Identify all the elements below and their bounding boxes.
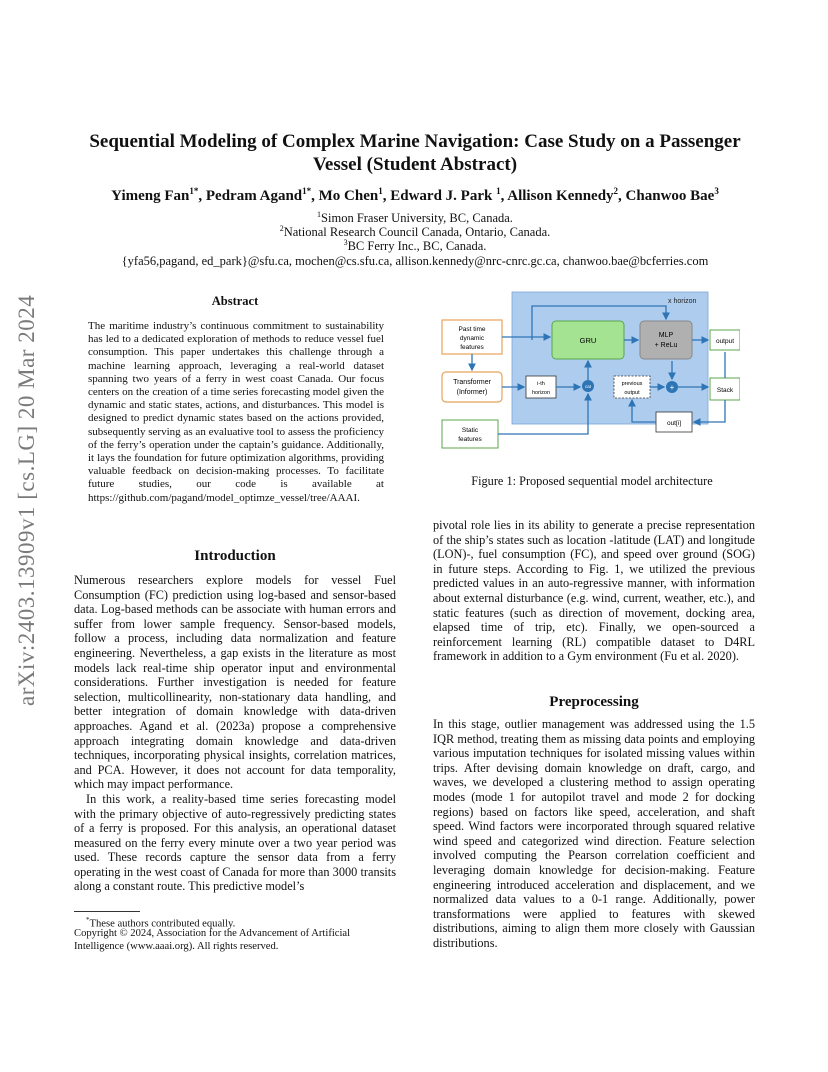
author-sup: 1 [378,186,383,196]
transformer-box [442,372,502,402]
x-horizon-label: x horizon [668,298,697,305]
static-label-2: features [458,436,482,443]
intro-paragraph-1: Numerous researchers explore models for vessel Fuel Consumption (FC) prediction using log-based and sensor-based data. Log-based methods can be associate with human errors and suffer from lower sample frequency. Sensor-based models, follow a process, including data normalization and feature engineering. Nevertheless, a gap exists in the literature as most models lack real-time ship operator input and environmental considerations. Further investigation is needed for feature selection, multicollinearity, non-stationary data handling, and better integration of domain knowledge with data-driven approaches. Agand et al. (2023a) propose a comprehensive approach integrating domain knowledge and data-driven techniques, incorporating physical insights, correlation matrices, and PCA. However, it does not account for data temporality, which may impact performance. [74,573,396,792]
gru-label: GRU [579,336,597,345]
arxiv-side-label: arXiv:2403.13909v1 [cs.LG] 20 Mar 2024 [14,294,39,706]
author-sup: 1* [189,186,199,196]
paper-title [70,130,760,176]
mlp-box [640,321,692,359]
transformer-label-2: (Informer) [456,389,488,396]
author-sup: 1* [302,186,312,196]
stack-label: Stack [716,387,734,394]
affiliation-text: BC Ferry Inc., BC, Canada. [347,239,487,254]
author-name: Chanwoo Bae [625,188,715,204]
right-column-continuation: pivotal role lies in its ability to generate a precise representation of the ship’s states such as location -latitude (LAT) and longitude (LON)-, fuel consumption (FC), and speed over ground (SOG) in future steps. According to Fig. 1, we utilized the previous predicted values in an auto-regressive manner, with information about external disturbance (e.g. wind, current, weather, etc.), and static features (such as direction of movement, docking area, elapsed time of trip, etc). Finally, we open-sourced a reinforcement learning (RL) compatible dataset to D4RL framework in addition to a Gym environment (Fu et al. 2020). [433,518,755,664]
affiliation-sup: 2 [279,224,284,233]
mlp-label-1: MLP [658,332,674,339]
author-name: Allison Kennedy [507,188,614,204]
author-name: Yimeng Fan [111,188,190,204]
preprocessing-heading: Preprocessing [549,694,639,710]
introduction-heading: Introduction [194,548,276,564]
past-time-label-2: dynamic [459,335,485,342]
past-time-label-1: Past time [458,326,486,333]
past-time-label-3: features [460,344,484,351]
ith-label-1: i-th [537,381,545,387]
title-line-2: Vessel (Student Abstract) [312,154,518,175]
introduction-body [74,573,396,894]
author-name: Mo Chen [318,188,379,204]
static-features-box [442,420,498,448]
plus-label: + [669,383,675,392]
author-sup: 1 [496,186,501,196]
ith-label-2: horizon [531,390,551,396]
out-i-label: out[i] [666,420,682,427]
architecture-figure [440,290,740,460]
author-sup: 2 [613,186,619,196]
static-label-1: Static [461,427,479,434]
preprocessing-body: In this stage, outlier management was addressed using the 1.5 IQR method, treating them as missing data points and employing various imputation techniques for isolated missing values within trips. After devising domain knowledge on draft, cargo, and waves, we developed a clustering method to assign operating modes (mode 1 for autopilot travel and mode 2 for docking regions) based on factors like speed, acceleration, and shaft speed. Wind factors were incorporated through squared relative wind speed and categorized wind direction. Feature selection involved computing the Pearson correlation coefficient and leveraging domain knowledge for decision-making. Feature engineering introduced acceleration and displacement, and we normalized data values to a 0-1 range. Additionally, power transformations were applied to features with skewed distributions, aiming to align them more closely with Gaussian distributions. [433,717,755,950]
affiliation-3 [70,238,760,254]
prev-label-1: previous [621,381,643,387]
author-list: Yimeng Fan$^{1*}$, Pedram Agand$^{1*}$, Mo Chen$^1$, Edward J. Park $^1$, Allison Kennedy$^2$, Chanwoo Bae$^3$ [111,186,719,204]
cat-label: cat [584,384,592,389]
footnote-text: These authors contributed equally. [89,918,236,930]
figure-caption: Figure 1: Proposed sequential model architecture [471,474,713,488]
footnote-mark: * [86,916,90,924]
intro-paragraph-2: In this work, a reality-based time series forecasting model with the primary objective of auto-regressively predicting states of a ferry is proposed. For this analysis, an operational dataset measured on the ferry every minute over a two year period was used. These records capture the sensor data from a ferry operating in the west coast of Canada for more than 3000 transits along a constant route. This predictive model’s [74,791,396,894]
footnote-divider [74,911,140,912]
author-name: Edward J. Park [390,188,493,204]
affiliation-text: Simon Fraser University, BC, Canada. [321,211,513,226]
abstract-body: The maritime industry’s continuous commitment to sustainability has led to a dedicated exploration of methods to reduce vessel fuel consumption. This paper undertakes this challenge through a machine learning approach, leveraging a real-world dataset spanning two years of a ferry in west coast Canada. Our focus centers on the creation of a time series forecasting model given the dynamic and static states, actions, and disturbances. This model is designed to predict dynamic states based on the actions provided, subsequently serving as an evaluative tool to assess the proficiency of the ferry’s operation under the captain’s guidance. Additionally, it lays the foundation for future optimization algorithms, providing valuable feedback on decision-making processes. To facilitate future studies, our code is available at https://github.com/pagand/model_optimze_vessel/tree/AAAI. [88,320,384,504]
author-name: Pedram Agand [205,188,303,204]
prev-label-2: output [624,390,640,396]
affiliation-sup: 3 [343,238,348,247]
affiliation-sup: 1 [317,210,322,219]
abstract-heading: Abstract [211,294,259,308]
transformer-label-1: Transformer [453,379,491,386]
output-label: output [715,338,735,345]
architecture-diagram [440,290,740,460]
affiliation-text: National Research Council Canada, Ontario, Canada. [283,225,551,240]
copyright-notice: Copyright © 2024, Association for the Advancement of Artificial Intelligence (www.aaai.org). All rights reserved. [74,928,351,952]
author-sup: 3 [714,186,719,196]
author-emails: {yfa56,pagand, ed_park}@sfu.ca, mochen@cs.sfu.ca, allison.kennedy@nrc-cnrc.gc.ca, chanwoo.bae@bcferries.com [121,254,709,268]
title-line-1: Sequential Modeling of Complex Marine Navigation: Case Study on a Passenger [89,131,741,152]
mlp-label-2: + ReLu [654,342,678,349]
